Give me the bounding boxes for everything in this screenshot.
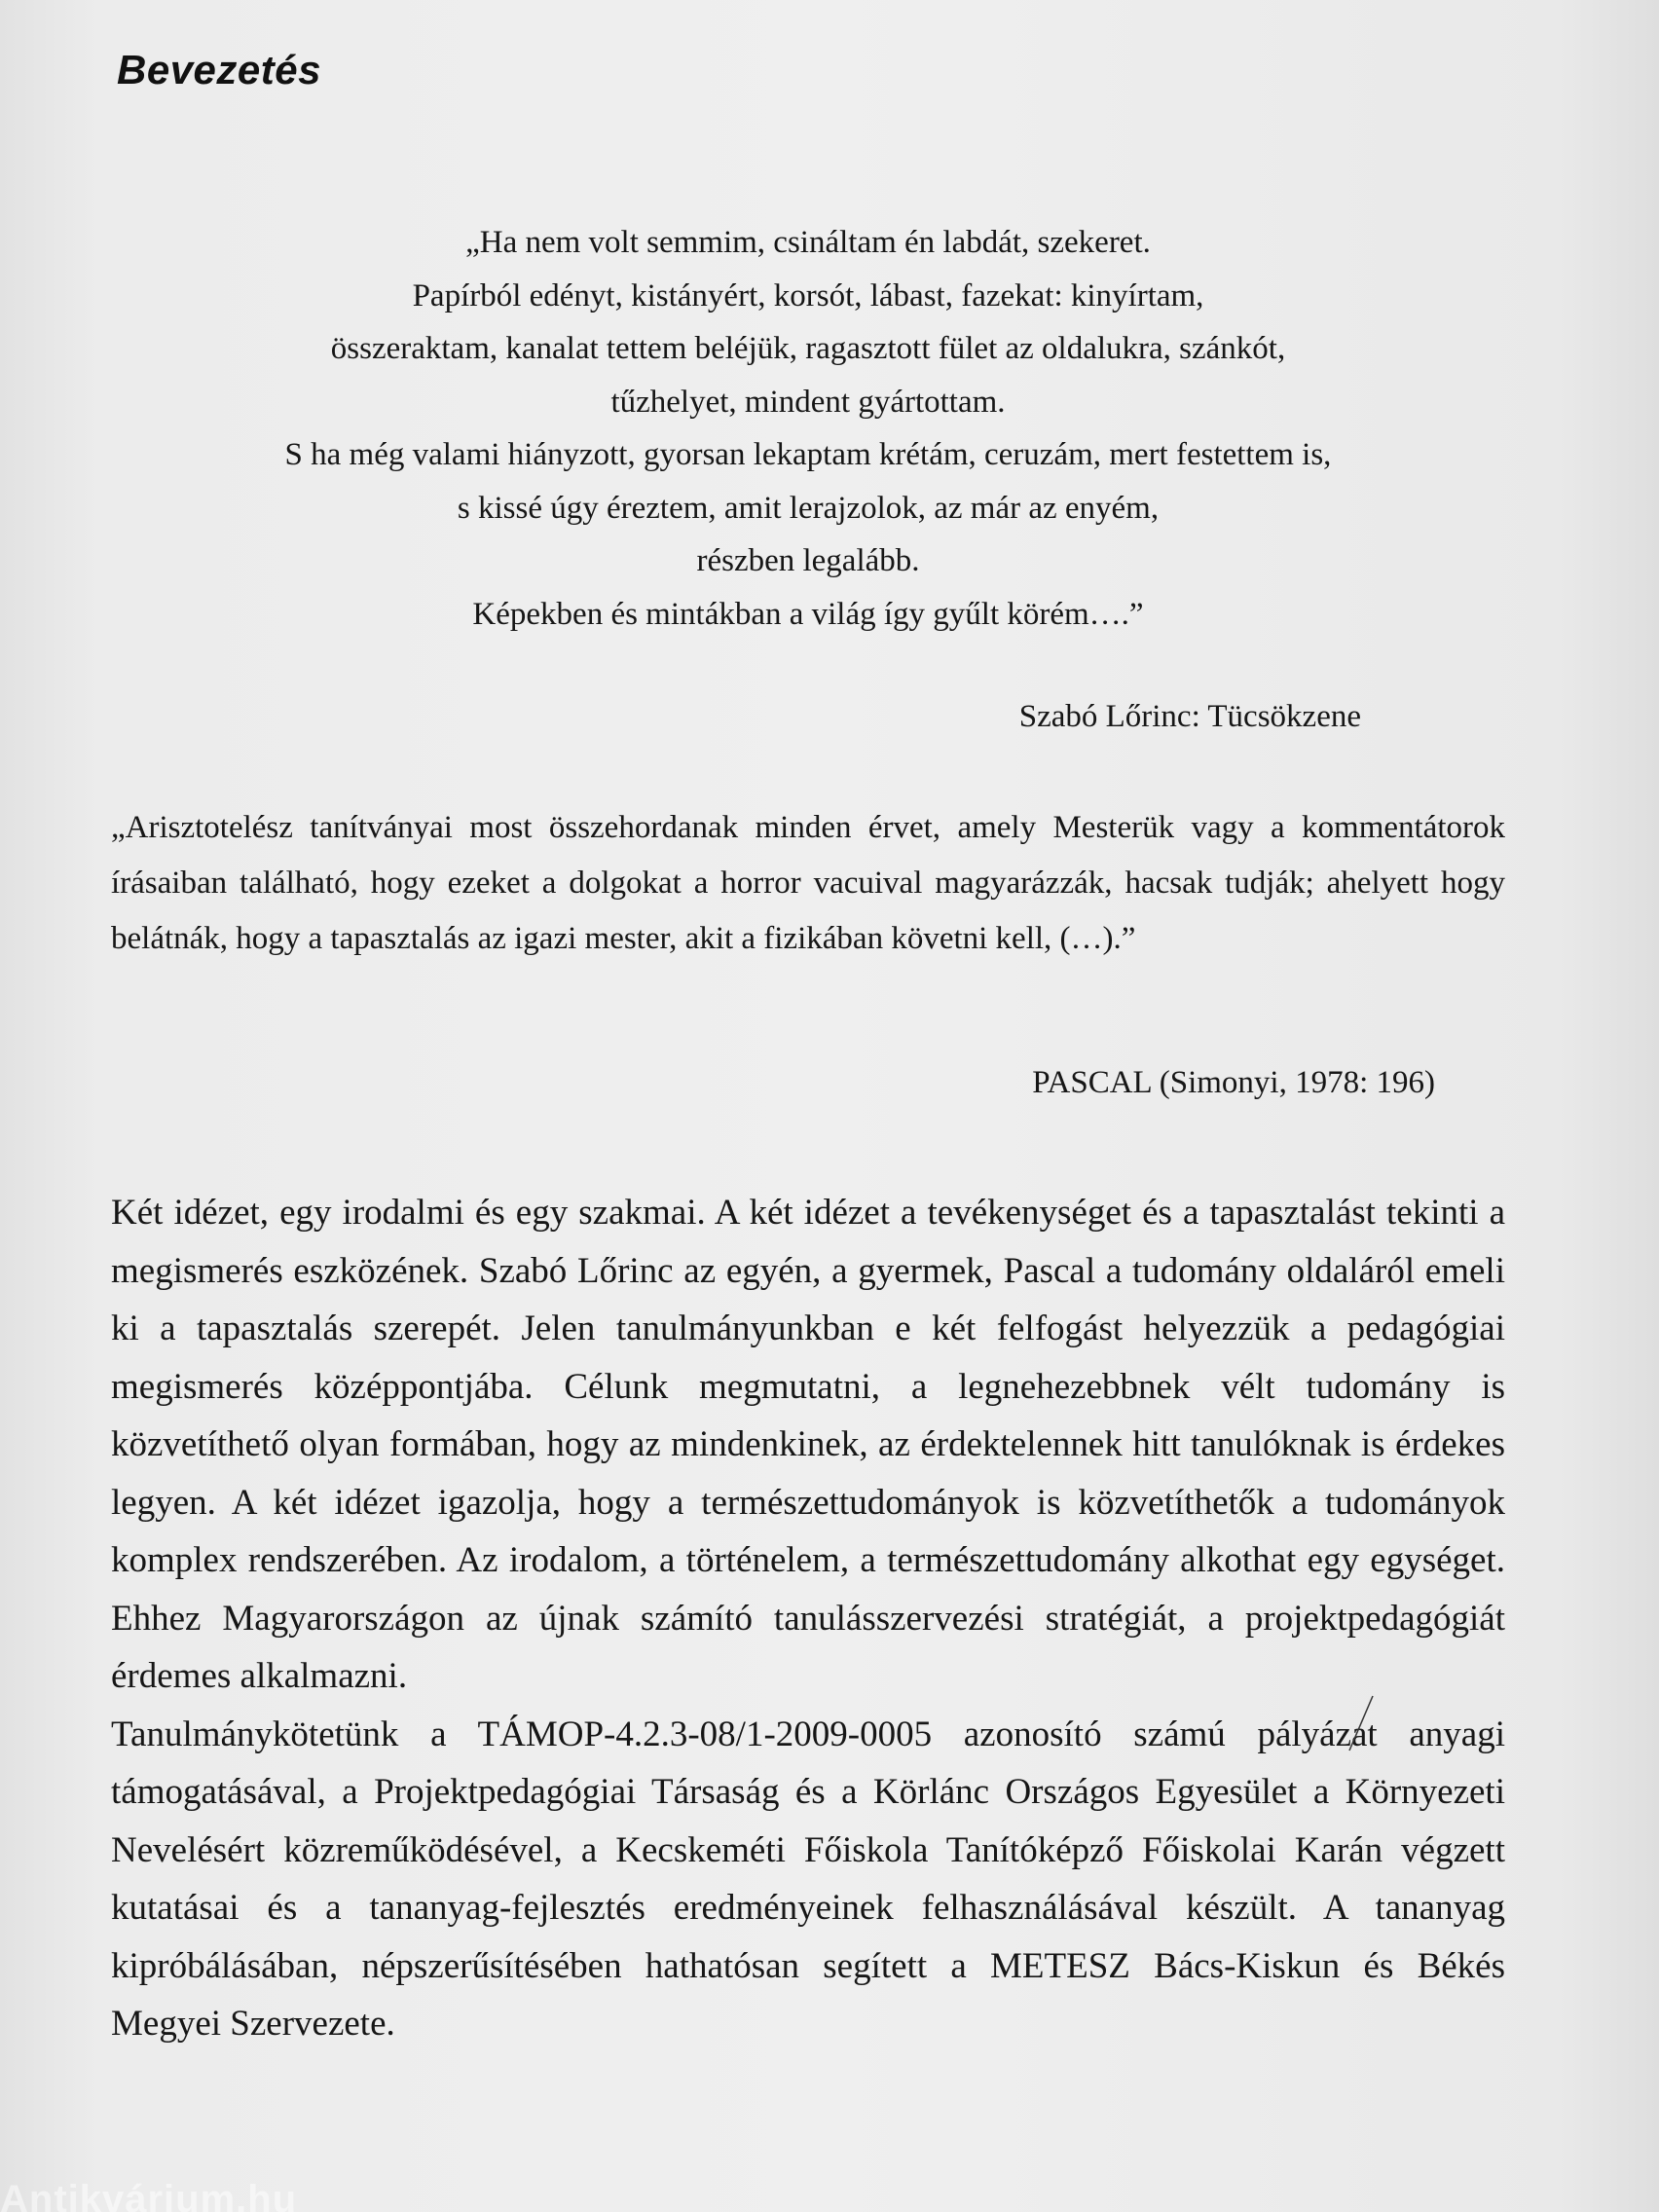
poem-line: részben legalább. [696, 543, 920, 578]
pascal-quote: „Arisztotelész tanítványai most összehordanak minden érvet, amely Mesterük vagy a kommentátorok írásaiban található, hogy ezeket a dolgokat a horror vacuival magyarázzák, hacsak tudják; ahelyett hogy belátnák, hogy a tapasztalás az igazi mester, akit a fizikában követni kell, (…).” [111, 810, 1505, 956]
watermark: Antikvárium.hu [0, 2178, 298, 2212]
body-paragraph-1: Két idézet, egy irodalmi és egy szakmai. A két idézet a tevékenységet és a tapasztalást tekinti a megismerés eszközének. Szabó Lőrinc az egyén, a gyermek, Pascal a tudomány oldaláról emeli ki a tapasztalás szerepét. Jelen tanulmányunkban e két felfogást helyezzük a pedagógiai megismerés középpontjába. Célunk megmutatni, a legnehezebbnek vélt tudomány is közvetíthető olyan formában, hogy az mindenkinek, az érdektelennek hitt tanulóknak is érdekes legyen. A két idézet igazolja, hogy a természettudományok is közvetíthetők a tudományok komplex rendszerében. Az irodalom, a történelem, a természettudomány alkothat egy egységet. Ehhez Magyarországon az újnak számító tanulásszervezési stratégiát, a projektpedagógiát érdemes alkalmazni. [111, 1193, 1505, 1696]
poem-quote [146, 216, 1470, 641]
pen-mark [1342, 1692, 1381, 1756]
body-paragraph-2: Tanulmánykötetünk a TÁMOP-4.2.3-08/1-2009-0005 azonosító számú pályázat anyagi támogatásával, a Projektpedagógiai Társaság és a Körlánc Országos Egyesület a Környezeti Nevelésért közreműködésével, a Kecskeméti Főiskola Tanítóképző Főiskolai Karán végzett kutatásai és a tananyag-fejlesztés eredményeinek felhasználásával készült. A tananyag kipróbálásában, népszerűsítésében hathatósan segített a METESZ Bács-Kiskun és Békés Megyei Szervezete. [111, 1714, 1505, 2044]
pascal-attribution: PASCAL (Simonyi, 1978: 196) [1032, 1065, 1435, 1100]
poem-line: összeraktam, kanalat tettem beléjük, ragasztott fület az oldalukra, szánkót, [330, 331, 1286, 366]
poem-line: Képekben és mintákban a világ így gyűlt körém….” [472, 596, 1144, 632]
poem-line: s kissé úgy éreztem, amit lerajzolok, az már az enyém, [457, 490, 1160, 526]
poem-line: Papírból edényt, kistányért, korsót, lábast, fazekat: kinyírtam, [412, 277, 1204, 313]
poem-line: „Ha nem volt semmim, csináltam én labdát, szekeret. [465, 225, 1151, 260]
body-text [111, 1184, 1505, 2053]
section-heading: Bevezetés [117, 47, 321, 92]
poem-line: S ha még valami hiányzott, gyorsan lekaptam krétám, ceruzám, mert festettem is, [284, 437, 1332, 472]
poem-line: tűzhelyet, mindent gyártottam. [610, 384, 1006, 420]
poem-attribution: Szabó Lőrinc: Tücsökzene [1018, 699, 1361, 734]
